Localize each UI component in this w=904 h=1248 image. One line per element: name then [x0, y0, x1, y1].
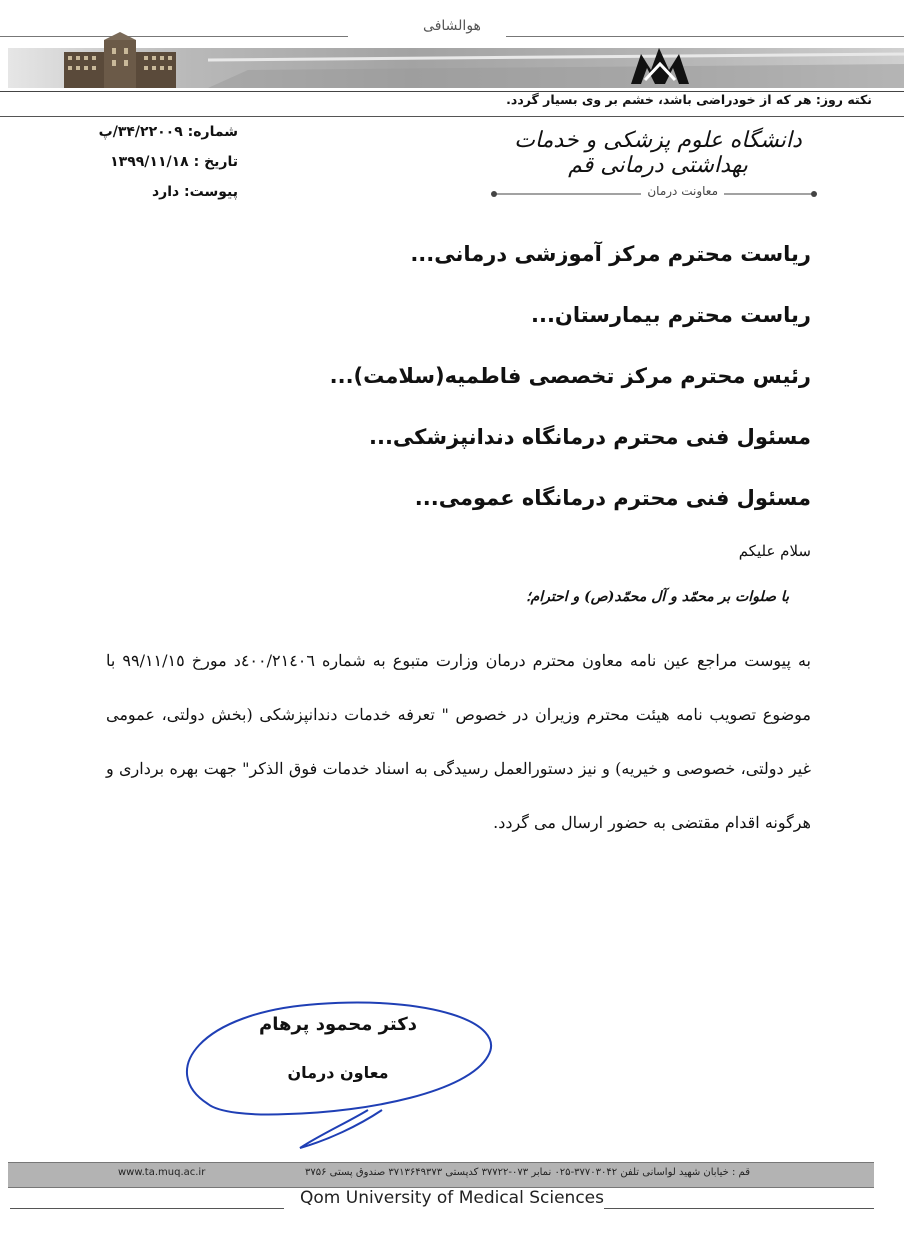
recipient-line: ریاست محترم بیمارستان... — [530, 303, 811, 327]
recipient-line: ریاست محترم مرکز آموزشی درمانی... — [410, 242, 811, 266]
footer-website[interactable]: www.ta.muq.ac.ir — [118, 1167, 206, 1178]
salutation: با صلوات بر محمّد و آل محمّد(ص) و احترام؛ — [526, 589, 789, 605]
letter-body: به پیوست مراجع عین نامه معاون محترم درمان وزارت متبوع به شماره ٤٠٠/٢١٤٠٦د مورخ ٩٩/١١/١٥ با موضوع تصویب نامه هیئت محترم وزیران در خصوص " تعرفه خدمات دندانپزشکی (بخش دولتی، عمومی غیر دولتی، خصوصی و خیریه) و نیز دستورالعمل رسیدگی به اسناد خدمات فوق الذکر" جهت بهره برداری و هرگونه اقدام مقتضی به حضور ارسال می گردد. — [106, 651, 811, 832]
letter-attachment: پیوست: دارد — [151, 184, 238, 200]
greeting: سلام علیکم — [738, 542, 811, 560]
university-name: دانشگاه علوم پزشکی و خدمات بهداشتی درمانی قم — [514, 128, 802, 178]
recipient-line: رئیس محترم مرکز تخصصی فاطمیه(سلامت)... — [329, 364, 811, 388]
header-motto: هوالشافی — [423, 18, 481, 34]
signer-title: معاون درمان — [287, 1063, 389, 1082]
header-rule-lower — [0, 116, 904, 117]
letter-number: شماره: ۳۴/۲۲۰۰۹/پ — [98, 124, 238, 140]
motto-rule-right — [506, 36, 904, 37]
footer-address: قم : خیابان شهید لواسانی تلفن ۳۷۷۰۳۰۴۲-۰۲۵ نمابر ۰۷۳-۳۷۷۲۲ کدپستی ۳۷۱۳۶۴۹۳۷۳ صندوق پستی ۳۷۵۶ — [304, 1167, 750, 1178]
footer-rule-right — [604, 1208, 874, 1209]
recipient-line: مسئول فنی محترم درمانگاه عمومی... — [414, 486, 811, 510]
department-name: معاونت درمان — [641, 184, 724, 198]
signer-name: دکتر محمود پرهام — [259, 1014, 417, 1035]
university-building-illustration — [60, 30, 180, 90]
header-sweep-decoration — [208, 48, 904, 88]
footer-rule-left — [10, 1208, 284, 1209]
daily-quote: نکته روز: هر که از خودراضی باشد، خشم بر وی بسیار گردد. — [506, 92, 872, 107]
university-logo-icon — [625, 40, 695, 90]
recipient-line: مسئول فنی محترم درمانگاه دندانپزشکی... — [369, 425, 811, 449]
letter-date: تاریخ : ۱۳۹۹/۱۱/۱۸ — [110, 154, 238, 170]
footer-university-name: Qom University of Medical Sciences — [300, 1188, 604, 1208]
